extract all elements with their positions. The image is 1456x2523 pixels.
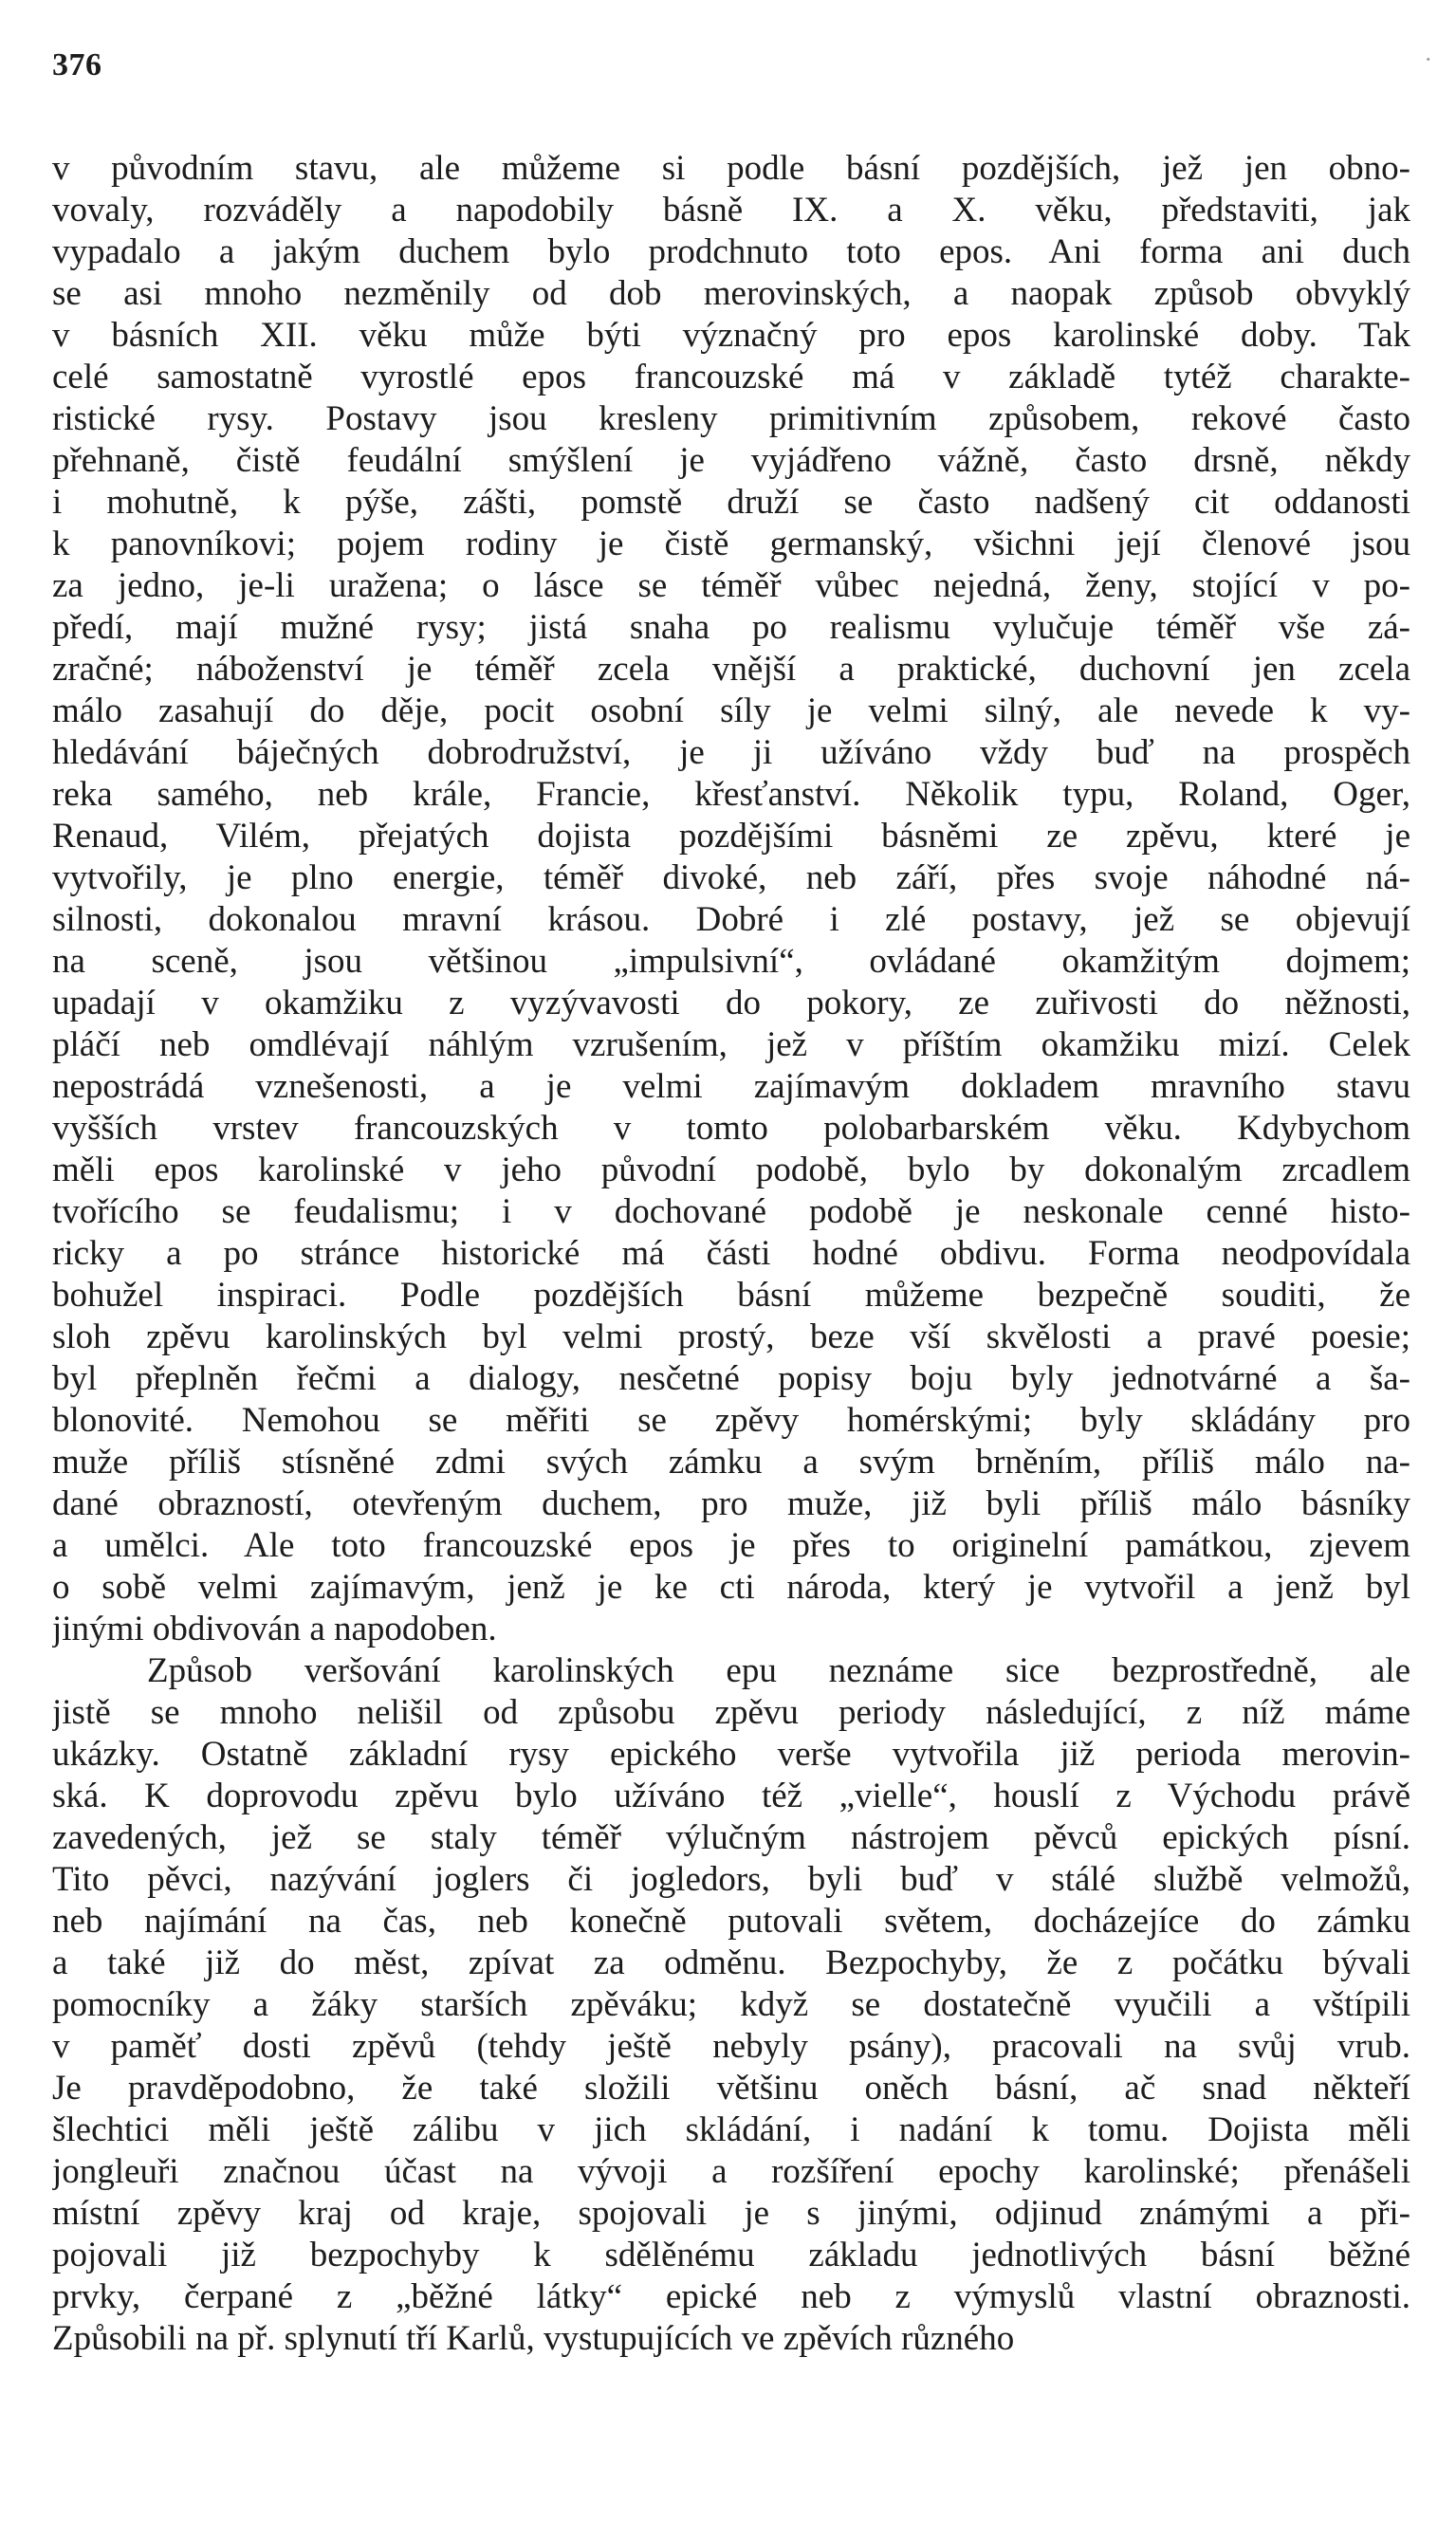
text-line: a umělci. Ale toto francouzské epos je přes to originelní památkou, zjevem xyxy=(52,1526,1410,1565)
text-line: Renaud, Vilém, přejatých dojista pozdějšími básněmi ze zpěvu, které je xyxy=(52,817,1410,856)
text-line: bohužel inspiraci. Podle pozdějších básní můžeme bezpečně souditi, že xyxy=(52,1276,1410,1315)
text-line: Způsobili na př. splynutí tří Karlů, vystupujících ve zpěvích různého xyxy=(52,2319,1015,2358)
text-line: muže příliš stísněné zdmi svých zámku a svým brněním, příliš málo na- xyxy=(52,1443,1410,1482)
text-line: se asi mnoho nezměnily od dob merovinských, a naopak způsob obvyklý xyxy=(52,274,1410,313)
text-line: silnosti, dokonalou mravní krásou. Dobré i zlé postavy, jež se objevují xyxy=(52,900,1410,939)
text-line: jongleuři značnou účast na vývoji a rozšíření epochy karolinské; přenášeli xyxy=(52,2152,1410,2191)
text-line: málo zasahují do děje, pocit osobní síly je velmi silný, ale nevede k vy- xyxy=(52,691,1410,730)
body-text xyxy=(52,148,1410,2360)
text-line: hledávání báječných dobrodružství, je ji užíváno vždy buď na prospěch xyxy=(52,733,1410,772)
text-line: ristické rysy. Postavy jsou kresleny primitivním způsobem, rekové často xyxy=(52,399,1410,438)
text-line: neb najímání na čas, neb konečně putovali světem, docházejíce do zámku xyxy=(52,1902,1410,1941)
page-number: 376 xyxy=(52,47,102,83)
text-line: vytvořily, je plno energie, téměř divoké, neb září, přes svoje náhodné ná- xyxy=(52,858,1410,897)
text-line: ricky a po stránce historické má části hodné obdivu. Forma neodpovídala xyxy=(52,1234,1410,1273)
paragraph xyxy=(52,148,1410,1650)
text-line: v původním stavu, ale můžeme si podle básní pozdějších, jež jen obno- xyxy=(52,149,1410,188)
text-line: za jedno, je-li uražena; o lásce se téměř vůbec nejedná, ženy, stojící v po- xyxy=(52,566,1410,605)
text-line: upadají v okamžiku z vyzývavosti do pokory, ze zuřivosti do něžnosti, xyxy=(52,984,1410,1022)
text-line: Způsob veršování karolinských epu neznáme sice bezprostředně, ale xyxy=(147,1651,1410,1690)
text-line: celé samostatně vyrostlé epos francouzské má v základě tytéž charakte- xyxy=(52,358,1410,396)
text-line: Je pravděpodobno, že také složili většinu oněch básní, ač snad někteří xyxy=(52,2069,1410,2108)
text-line: pomocníky a žáky starších zpěváku; když se dostatečně vyučili a vštípili xyxy=(52,1985,1410,2024)
text-line: reka samého, neb krále, Francie, křesťanství. Několik typu, Roland, Oger, xyxy=(52,775,1410,814)
text-line: v paměť dosti zpěvů (tehdy ještě nebyly psány), pracovali na svůj vrub. xyxy=(52,2027,1410,2066)
text-line: místní zpěvy kraj od kraje, spojovali je s jinými, odjinud známými a při- xyxy=(52,2194,1410,2233)
text-line: měli epos karolinské v jeho původní podobě, bylo by dokonalým zrcadlem xyxy=(52,1151,1410,1189)
text-line: sloh zpěvu karolinských byl velmi prostý, beze vší skvělosti a pravé poesie; xyxy=(52,1317,1410,1356)
text-line: tvořícího se feudalismu; i v dochované podobě je neskonale cenné histo- xyxy=(52,1192,1410,1231)
text-line: zavedených, jež se staly téměř výlučným nástrojem pěvců epických písní. xyxy=(52,1818,1410,1857)
text-line: zračné; náboženství je téměř zcela vnější a praktické, duchovní jen zcela xyxy=(52,650,1410,689)
text-line: blonovité. Nemohou se měřiti se zpěvy homérskými; byly skládány pro xyxy=(52,1401,1410,1440)
text-line: a také již do měst, zpívat za odměnu. Bezpochyby, že z počátku bývali xyxy=(52,1943,1410,1982)
text-line: předí, mají mužné rysy; jistá snaha po realismu vylučuje téměř vše zá- xyxy=(52,608,1410,647)
text-line: ská. K doprovodu zpěvu bylo užíváno též „vielle“, houslí z Východu právě xyxy=(52,1777,1410,1815)
text-line: ukázky. Ostatně základní rysy epického verše vytvořila již perioda merovin- xyxy=(52,1735,1410,1774)
text-line: i mohutně, k pýše, zášti, pomstě druží se často nadšený cit oddanosti xyxy=(52,483,1410,522)
text-line: šlechtici měli ještě zálibu v jich skládání, i nadání k tomu. Dojista měli xyxy=(52,2110,1410,2149)
text-line: o sobě velmi zajímavým, jenž je ke cti národa, který je vytvořil a jenž byl xyxy=(52,1568,1410,1607)
text-line: prvky, čerpané z „běžné látky“ epické neb z výmyslů vlastní obraznosti. xyxy=(52,2277,1410,2316)
text-line: vyšších vrstev francouzských v tomto polobarbarském věku. Kdybychom xyxy=(52,1109,1410,1148)
text-line: nepostrádá vznešenosti, a je velmi zajímavým dokladem mravního stavu xyxy=(52,1067,1410,1106)
text-line: dané obrazností, otevřeným duchem, pro muže, již byli příliš málo básníky xyxy=(52,1484,1410,1523)
corner-mark: · xyxy=(1424,46,1432,73)
text-line: vypadalo a jakým duchem bylo prodchnuto toto epos. Ani forma ani duch xyxy=(52,232,1410,271)
text-line: na sceně, jsou většinou „impulsivní“, ovládané okamžitým dojmem; xyxy=(52,942,1410,981)
text-line: byl přeplněn řečmi a dialogy, nesčetné popisy boju byly jednotvárné a ša- xyxy=(52,1359,1410,1398)
paragraph xyxy=(52,1650,1410,2360)
text-line: pláčí neb omdlévají náhlým vzrušením, jež v příštím okamžiku mizí. Celek xyxy=(52,1025,1410,1064)
text-line: přehnaně, čistě feudální smýšlení je vyjádřeno vážně, často drsně, někdy xyxy=(52,441,1410,480)
text-line: Tito pěvci, nazývání joglers či jogledors, byli buď v stálé službě velmožů, xyxy=(52,1860,1410,1899)
text-line: vovaly, rozváděly a napodobily básně IX. a X. věku, představiti, jak xyxy=(52,191,1410,230)
text-line: k panovníkovi; pojem rodiny je čistě germanský, všichni její členové jsou xyxy=(52,525,1410,563)
text-line: jistě se mnoho nelišil od způsobu zpěvu periody následující, z níž máme xyxy=(52,1693,1410,1732)
text-line: jinými obdivován a napodoben. xyxy=(52,1610,497,1648)
text-line: pojovali již bezpochyby k sdělěnému základu jednotlivých básní běžné xyxy=(52,2236,1410,2274)
text-line: v básních XII. věku může býti význačný pro epos karolinské doby. Tak xyxy=(52,316,1410,355)
